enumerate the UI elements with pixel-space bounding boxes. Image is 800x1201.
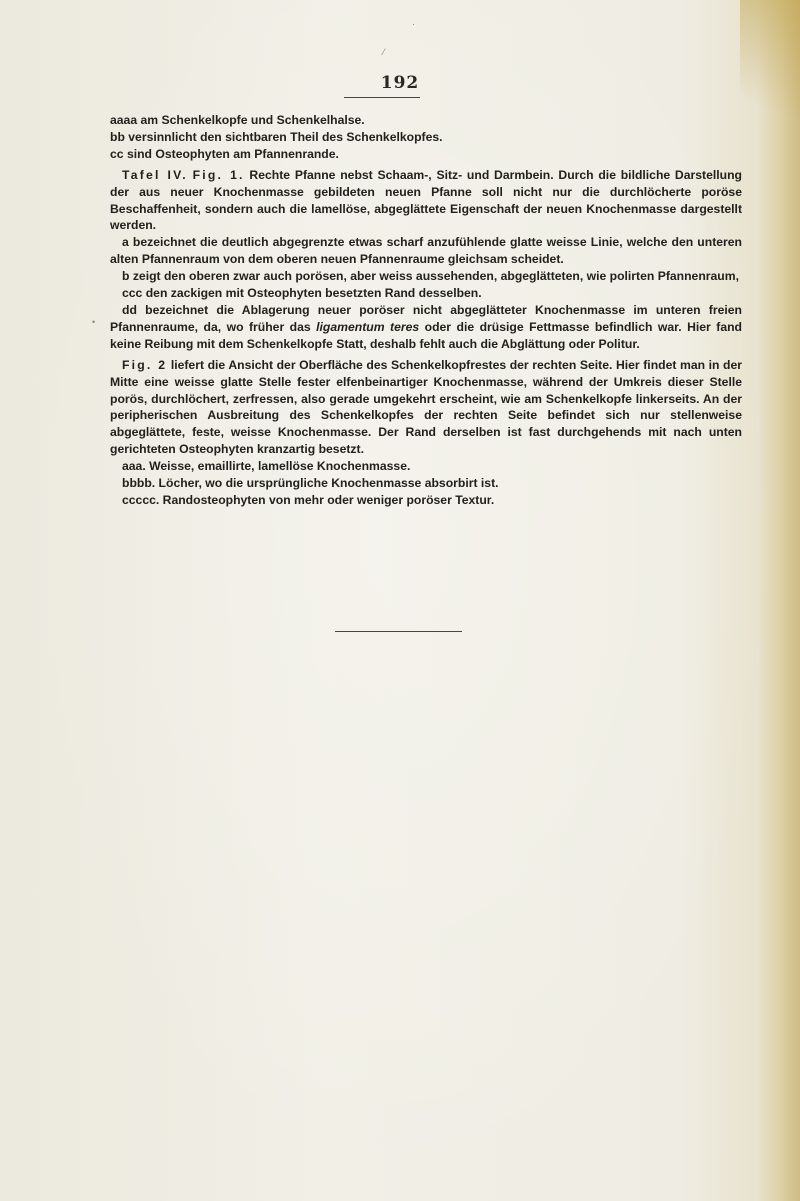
fig-1-item-dd-before: dd bezeichnet die Ablagerung neuer poröser nicht abgeglätteter Knochenmasse im unteren freien Pfannenraume, da, wo früher das	[110, 302, 742, 334]
legend-item-cc: cc sind Osteophyten am Pfannenrande.	[110, 146, 339, 161]
fig-1-description: Rechte Pfanne nebst Schaam-, Sitz- und Darmbein. Durch die bildliche Darstellung der aus neuer Knochenmasse gebildeten neuen Pfanne soll nicht nur die durchlöcherte poröse Beschaffenheit, sondern auch die lamellöse, abgeglättete Eigenschaft der neuen Knochenmasse dargestellt werden.	[110, 167, 742, 233]
tafel-iv-fig-1-paragraph	[110, 167, 742, 235]
fig-2-item-bbbb: bbbb. Löcher, wo die ursprüngliche Knochenmasse absorbirt ist.	[122, 476, 499, 491]
fig-2-item-aaa: aaa. Weisse, emaillirte, lamellöse Knochenmasse.	[122, 459, 411, 474]
paper-speck: •	[92, 317, 96, 327]
ligamentum-teres-term: ligamentum teres	[316, 319, 420, 334]
legend-item-aaaa: aaaa am Schenkelkopfe und Schenkelhalse.	[110, 113, 365, 127]
fig-2-label: Fig. 2	[122, 357, 168, 372]
page-edge-stain	[758, 0, 800, 1201]
paper-speck: ⁄	[383, 47, 385, 57]
fig-2-description: liefert die Ansicht der Oberfläche des Schenkelkopfrestes der rechten Seite. Hier findet man in der Mitte eine weisse glatte Stelle fester elfenbeinartiger Knochenmasse, während der Umkreis dieser Stelle porös, durchlöchert, zerfressen, also gerade umgekehrt erscheint, wie am Schenkelkopfe linkerseits. An der peripherischen Ausbreitung des Schenkelkopfes der rechten Seite befindet sich nur stellenweise abgeglättete, feste, weisse Knochenmasse. Der Rand derselben ist fast durchgehends mit nach unten gerichteten Osteophyten kranzartig besetzt.	[110, 357, 743, 457]
page-number: 192	[380, 73, 420, 93]
figure-legend-text	[110, 112, 742, 509]
fig-1-item-a: a bezeichnet die deutlich abgegrenzte etwas scharf anzufühlende glatte weisse Linie, welche den unteren alten Pfannenraum von dem oberen neuen Pfannenraume gleichsam scheidet.	[110, 235, 742, 267]
fig-2-item-ccccc: ccccc. Randosteophyten von mehr oder weniger poröser Textur.	[122, 492, 495, 507]
tafel-heading: Tafel IV.	[122, 167, 188, 182]
fig-1-label: Fig. 1.	[192, 167, 245, 182]
fig-1-item-dd	[110, 302, 742, 353]
fig-2-paragraph	[110, 357, 742, 458]
fig-1-item-b: b zeigt den oberen zwar auch porösen, aber weiss aussehenden, abgeglätteten, wie polirten Pfannenraum,	[122, 269, 739, 284]
paper-speck: ·	[412, 19, 415, 29]
fig-1-item-ccc: ccc den zackigen mit Osteophyten besetzten Rand desselben.	[122, 286, 482, 301]
end-rule	[335, 631, 462, 632]
legend-item-bb: bb versinnlicht den sichtbaren Theil des Schenkelkopfes.	[110, 129, 443, 144]
fig-1-item-dd-after: oder die drüsige Fettmasse befindlich war. Hier fand keine Reibung mit dem Schenkelkopfe Statt, deshalb fehlt auch die Abglättung oder Politur.	[110, 319, 742, 351]
page-number-rule	[344, 97, 420, 98]
page-corner-stain	[740, 0, 800, 130]
